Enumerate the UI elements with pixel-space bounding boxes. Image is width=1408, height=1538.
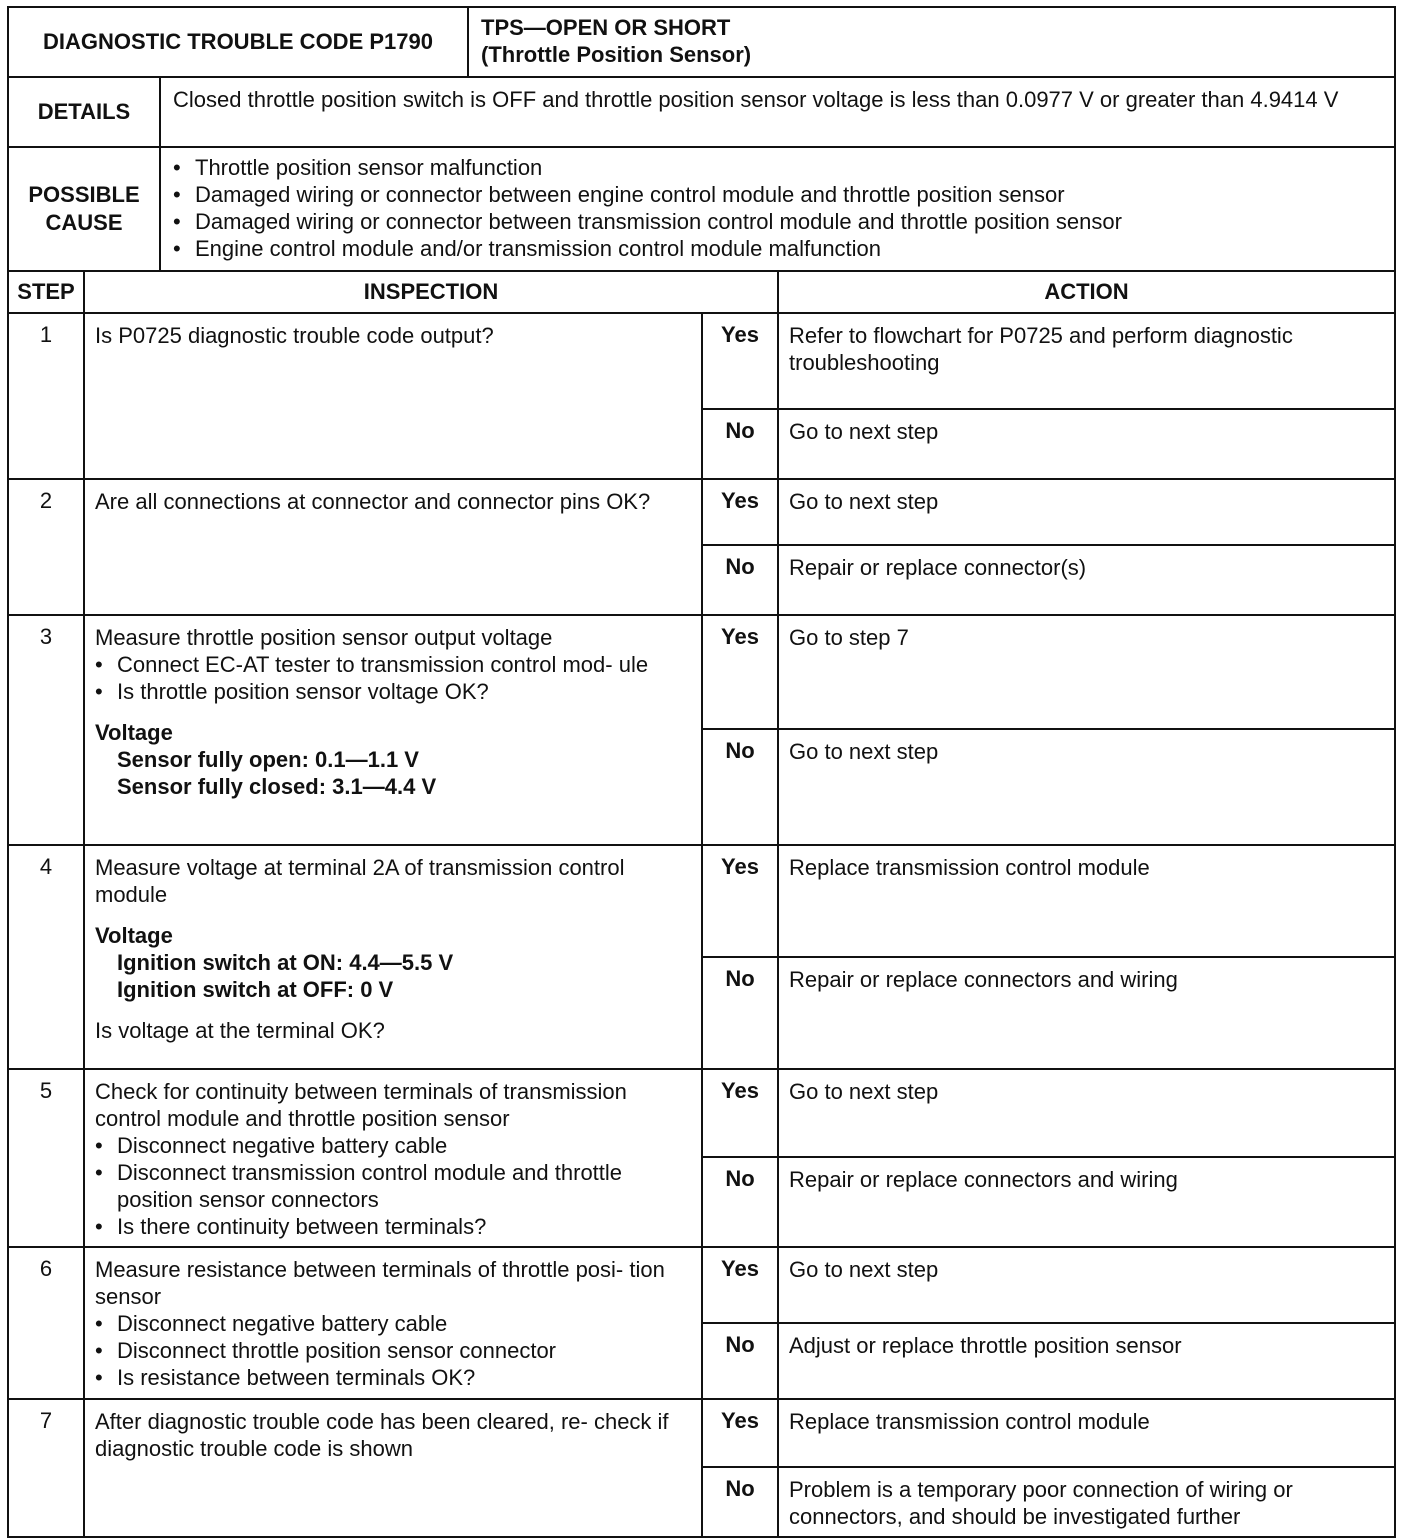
- list-item: [95, 651, 691, 678]
- yes-label: Yes: [702, 1247, 778, 1323]
- yes-label: Yes: [702, 845, 778, 957]
- bullet-icon: •: [95, 679, 103, 704]
- possible-cause-label: [8, 147, 160, 271]
- table-row: [8, 1247, 1395, 1323]
- step-number: 5: [8, 1069, 84, 1247]
- spec-line: Sensor fully closed: 3.1—4.4 V: [117, 774, 437, 799]
- bullet-icon: •: [95, 1365, 103, 1390]
- bullet-text: Is throttle position sensor voltage OK?: [117, 679, 489, 704]
- list-item: [173, 208, 1382, 235]
- step-number: 6: [8, 1247, 84, 1399]
- bullet-text: Connect EC-AT tester to transmission control mod- ule: [117, 652, 649, 677]
- list-item: [95, 1213, 691, 1240]
- step-number: 7: [8, 1399, 84, 1537]
- no-label: No: [702, 545, 778, 615]
- header-table: [7, 6, 1396, 78]
- bullet-icon: •: [95, 1338, 103, 1363]
- no-action: Repair or replace connector(s): [778, 545, 1395, 615]
- possible-cause-list: [160, 147, 1395, 271]
- list-item: [95, 1310, 691, 1337]
- dtc-title: [468, 7, 1395, 77]
- no-label: No: [702, 1157, 778, 1247]
- no-label: No: [702, 729, 778, 845]
- spec-line: Ignition switch at OFF: 0 V: [117, 977, 394, 1002]
- step-inspection-block: [84, 1247, 702, 1399]
- bullet-text: Disconnect transmission control module and throttle position sensor connectors: [117, 1160, 623, 1212]
- details-label: DETAILS: [8, 77, 160, 147]
- no-action: Repair or replace connectors and wiring: [778, 957, 1395, 1069]
- column-header-inspection: INSPECTION: [84, 271, 778, 313]
- possible-cause-label-line1: POSSIBLE: [28, 182, 140, 207]
- list-item: [95, 678, 691, 705]
- bullet-icon: •: [95, 652, 103, 677]
- column-header-step: STEP: [8, 271, 84, 313]
- step-inspection: Are all connections at connector and connector pins OK?: [84, 479, 702, 615]
- table-row: [8, 615, 1395, 729]
- cause-text: Engine control module and/or transmission control module malfunction: [195, 236, 882, 261]
- yes-label: Yes: [702, 313, 778, 409]
- yes-label: Yes: [702, 615, 778, 729]
- yes-label: Yes: [702, 479, 778, 545]
- yes-action: Go to next step: [778, 479, 1395, 545]
- dtc-sheet: [7, 6, 1396, 1527]
- step-question: Is voltage at the terminal OK?: [95, 1018, 385, 1043]
- table-row: [8, 479, 1395, 545]
- step-inspection: After diagnostic trouble code has been cleared, re- check if diagnostic trouble code is shown: [84, 1399, 702, 1537]
- spec-line: Ignition switch at ON: 4.4—5.5 V: [117, 950, 454, 975]
- spec-title: Voltage: [95, 923, 173, 948]
- table-row: [8, 313, 1395, 409]
- step-number: 2: [8, 479, 84, 615]
- step-inspection: Measure resistance between terminals of throttle posi- tion sensor: [95, 1257, 665, 1309]
- no-action: Go to next step: [778, 729, 1395, 845]
- dtc-title-line2: (Throttle Position Sensor): [481, 42, 752, 67]
- bullet-text: Disconnect negative battery cable: [117, 1311, 448, 1336]
- list-item: [173, 181, 1382, 208]
- details-text: Closed throttle position switch is OFF and throttle position sensor voltage is less than 0.0977 V or greater than 4.9414 V: [160, 77, 1395, 147]
- possible-cause-label-line2: CAUSE: [45, 210, 123, 235]
- yes-action: Go to next step: [778, 1069, 1395, 1157]
- cause-text: Damaged wiring or connector between engine control module and throttle position sensor: [195, 182, 1065, 207]
- bullet-icon: •: [173, 155, 181, 180]
- yes-action: Refer to flowchart for P0725 and perform diagnostic troubleshooting: [778, 313, 1395, 409]
- details-table: [7, 76, 1396, 272]
- bullet-text: Disconnect negative battery cable: [117, 1133, 448, 1158]
- bullet-icon: •: [95, 1214, 103, 1239]
- list-item: [95, 1132, 691, 1159]
- no-action: Go to next step: [778, 409, 1395, 479]
- step-number: 3: [8, 615, 84, 845]
- no-label: No: [702, 1467, 778, 1537]
- step-inspection: Check for continuity between terminals of transmission control module and throttle position sensor: [95, 1079, 627, 1131]
- bullet-icon: •: [173, 182, 181, 207]
- table-row: [8, 1399, 1395, 1467]
- table-row: [8, 845, 1395, 957]
- step-inspection-block: [84, 615, 702, 845]
- no-action: Adjust or replace throttle position sensor: [778, 1323, 1395, 1399]
- bullet-icon: •: [95, 1311, 103, 1336]
- yes-action: Go to step 7: [778, 615, 1395, 729]
- list-item: [95, 1337, 691, 1364]
- yes-label: Yes: [702, 1399, 778, 1467]
- dtc-title-line1: TPS—OPEN OR SHORT: [481, 15, 731, 40]
- list-item: [173, 235, 1382, 262]
- step-inspection: Is P0725 diagnostic trouble code output?: [84, 313, 702, 479]
- bullet-icon: •: [173, 209, 181, 234]
- dtc-code-label: DIAGNOSTIC TROUBLE CODE P1790: [8, 7, 468, 77]
- no-label: No: [702, 957, 778, 1069]
- column-header-action: ACTION: [778, 271, 1395, 313]
- list-item: [95, 1364, 691, 1391]
- bullet-icon: •: [95, 1160, 103, 1185]
- step-inspection-block: [84, 1069, 702, 1247]
- steps-table: [7, 270, 1396, 1538]
- step-inspection: Measure voltage at terminal 2A of transmission control module: [95, 855, 625, 907]
- bullet-icon: •: [95, 1133, 103, 1158]
- spec-title: Voltage: [95, 720, 173, 745]
- no-action: Problem is a temporary poor connection of wiring or connectors, and should be investigated further: [778, 1467, 1395, 1537]
- spec-line: Sensor fully open: 0.1—1.1 V: [117, 747, 419, 772]
- bullet-text: Is there continuity between terminals?: [117, 1214, 487, 1239]
- no-action: Repair or replace connectors and wiring: [778, 1157, 1395, 1247]
- bullet-text: Disconnect throttle position sensor connector: [117, 1338, 557, 1363]
- bullet-text: Is resistance between terminals OK?: [117, 1365, 476, 1390]
- no-label: No: [702, 409, 778, 479]
- no-label: No: [702, 1323, 778, 1399]
- yes-action: Go to next step: [778, 1247, 1395, 1323]
- step-inspection: Measure throttle position sensor output voltage: [95, 625, 553, 650]
- yes-label: Yes: [702, 1069, 778, 1157]
- table-row: [8, 1069, 1395, 1157]
- list-item: [173, 154, 1382, 181]
- yes-action: Replace transmission control module: [778, 1399, 1395, 1467]
- step-number: 4: [8, 845, 84, 1069]
- step-number: 1: [8, 313, 84, 479]
- yes-action: Replace transmission control module: [778, 845, 1395, 957]
- bullet-icon: •: [173, 236, 181, 261]
- step-inspection-block: [84, 845, 702, 1069]
- cause-text: Damaged wiring or connector between transmission control module and throttle position sensor: [195, 209, 1122, 234]
- list-item: [95, 1159, 691, 1213]
- cause-text: Throttle position sensor malfunction: [195, 155, 543, 180]
